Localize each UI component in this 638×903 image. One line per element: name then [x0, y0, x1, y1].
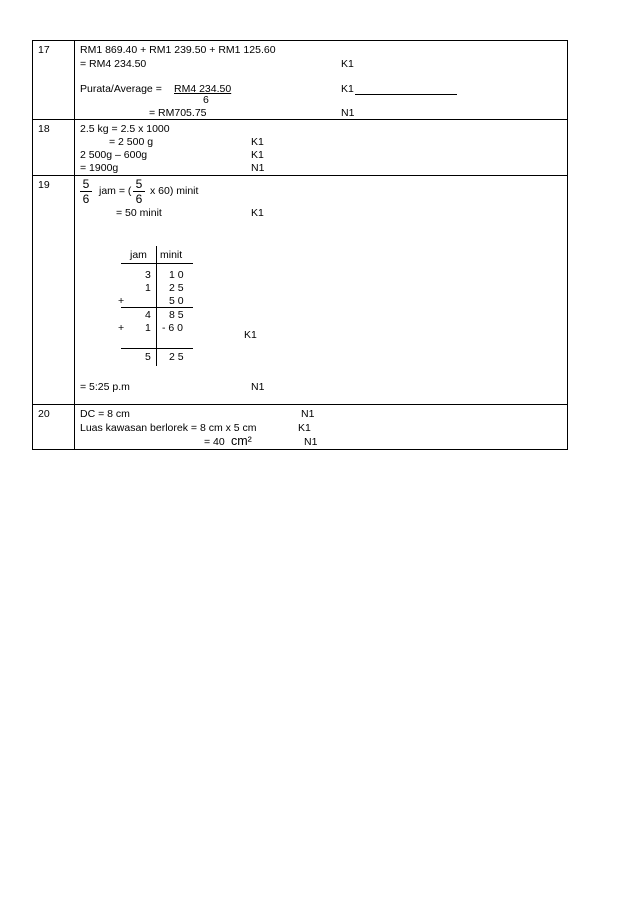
calc-row-minit: 5 0	[169, 295, 184, 307]
calc-row-jam: 1	[145, 322, 151, 334]
q18-line-4: = 1900g	[80, 162, 119, 174]
calc-row-minit: 1 0	[169, 269, 184, 281]
answer-table	[32, 40, 568, 450]
q18-line-2: = 2 500 g	[109, 136, 154, 148]
q19-line-2: = 50 minit	[116, 207, 162, 219]
question-number-17: 17	[38, 44, 50, 56]
q17-mark-2: K1	[341, 83, 354, 95]
q18-line-3: 2 500g – 600g	[80, 149, 148, 161]
q17-line-2: = RM4 234.50	[80, 58, 147, 70]
q19-final: = 5:25 p.m	[80, 381, 130, 393]
question-number-19: 19	[38, 179, 50, 191]
q18-mark-1: K1	[251, 136, 264, 148]
q20-line-3: = 40	[204, 436, 225, 448]
q17-average-label: Purata/Average =	[80, 83, 162, 95]
q20-mark-2: K1	[298, 422, 311, 434]
column-divider	[74, 41, 75, 449]
row-divider	[33, 119, 567, 120]
calc-total-rule	[121, 348, 193, 349]
q17-average-numerator: RM4 234.50	[174, 83, 232, 95]
calc-row-minit: 2 5	[169, 351, 184, 363]
fraction-denominator: 6	[82, 192, 90, 206]
calc-row-jam: 5	[145, 351, 151, 363]
fraction-five-sixths	[133, 178, 145, 205]
row-divider	[33, 404, 567, 405]
calc-row-jam: 3	[145, 269, 151, 281]
fraction-numerator: 5	[135, 177, 143, 191]
q19-jam-text: jam = (	[99, 185, 132, 197]
q18-mark-3: N1	[251, 162, 265, 174]
q20-mark-3: N1	[304, 436, 318, 448]
calc-row-jam: 4	[145, 309, 151, 321]
calc-row-minit: - 6 0	[162, 322, 184, 334]
calc-row-minit: 2 5	[169, 282, 184, 294]
q18-line-1: 2.5 kg = 2.5 x 1000	[80, 123, 170, 135]
q19-x60-text: x 60) minit	[150, 185, 199, 197]
calc-row-jam: 1	[145, 282, 151, 294]
q17-mark-1: K1	[341, 58, 354, 70]
calc-row-minit: 8 5	[169, 309, 184, 321]
q20-unit: cm²	[231, 434, 252, 448]
q20-line-2: Luas kawasan berlorek = 8 cm x 5 cm	[80, 422, 257, 434]
q19-mark-1: K1	[251, 207, 264, 219]
calc-header-rule	[121, 263, 193, 264]
q19-mark-3: N1	[251, 381, 265, 393]
calc-sum-rule	[121, 307, 193, 308]
calc-header-minit: minit	[160, 249, 183, 261]
calc-header-jam: jam	[130, 249, 147, 261]
answer-underline	[355, 94, 457, 95]
q17-line-4: = RM705.75	[149, 107, 207, 119]
q17-line-1: RM1 869.40 + RM1 239.50 + RM1 125.60	[80, 44, 276, 56]
question-number-20: 20	[38, 408, 50, 420]
q20-line-1: DC = 8 cm	[80, 408, 130, 420]
q18-mark-2: K1	[251, 149, 264, 161]
row-divider	[33, 175, 567, 176]
fraction-numerator: 5	[82, 177, 90, 191]
calc-plus-sign: +	[118, 322, 125, 334]
calc-plus-sign: +	[118, 295, 125, 307]
q17-average-denominator: 6	[203, 94, 209, 106]
q17-mark-3: N1	[341, 107, 355, 119]
question-number-18: 18	[38, 123, 50, 135]
q19-mark-2: K1	[244, 329, 257, 341]
q20-mark-1: N1	[301, 408, 315, 420]
fraction-denominator: 6	[135, 192, 143, 206]
fraction-five-sixths	[80, 178, 92, 205]
